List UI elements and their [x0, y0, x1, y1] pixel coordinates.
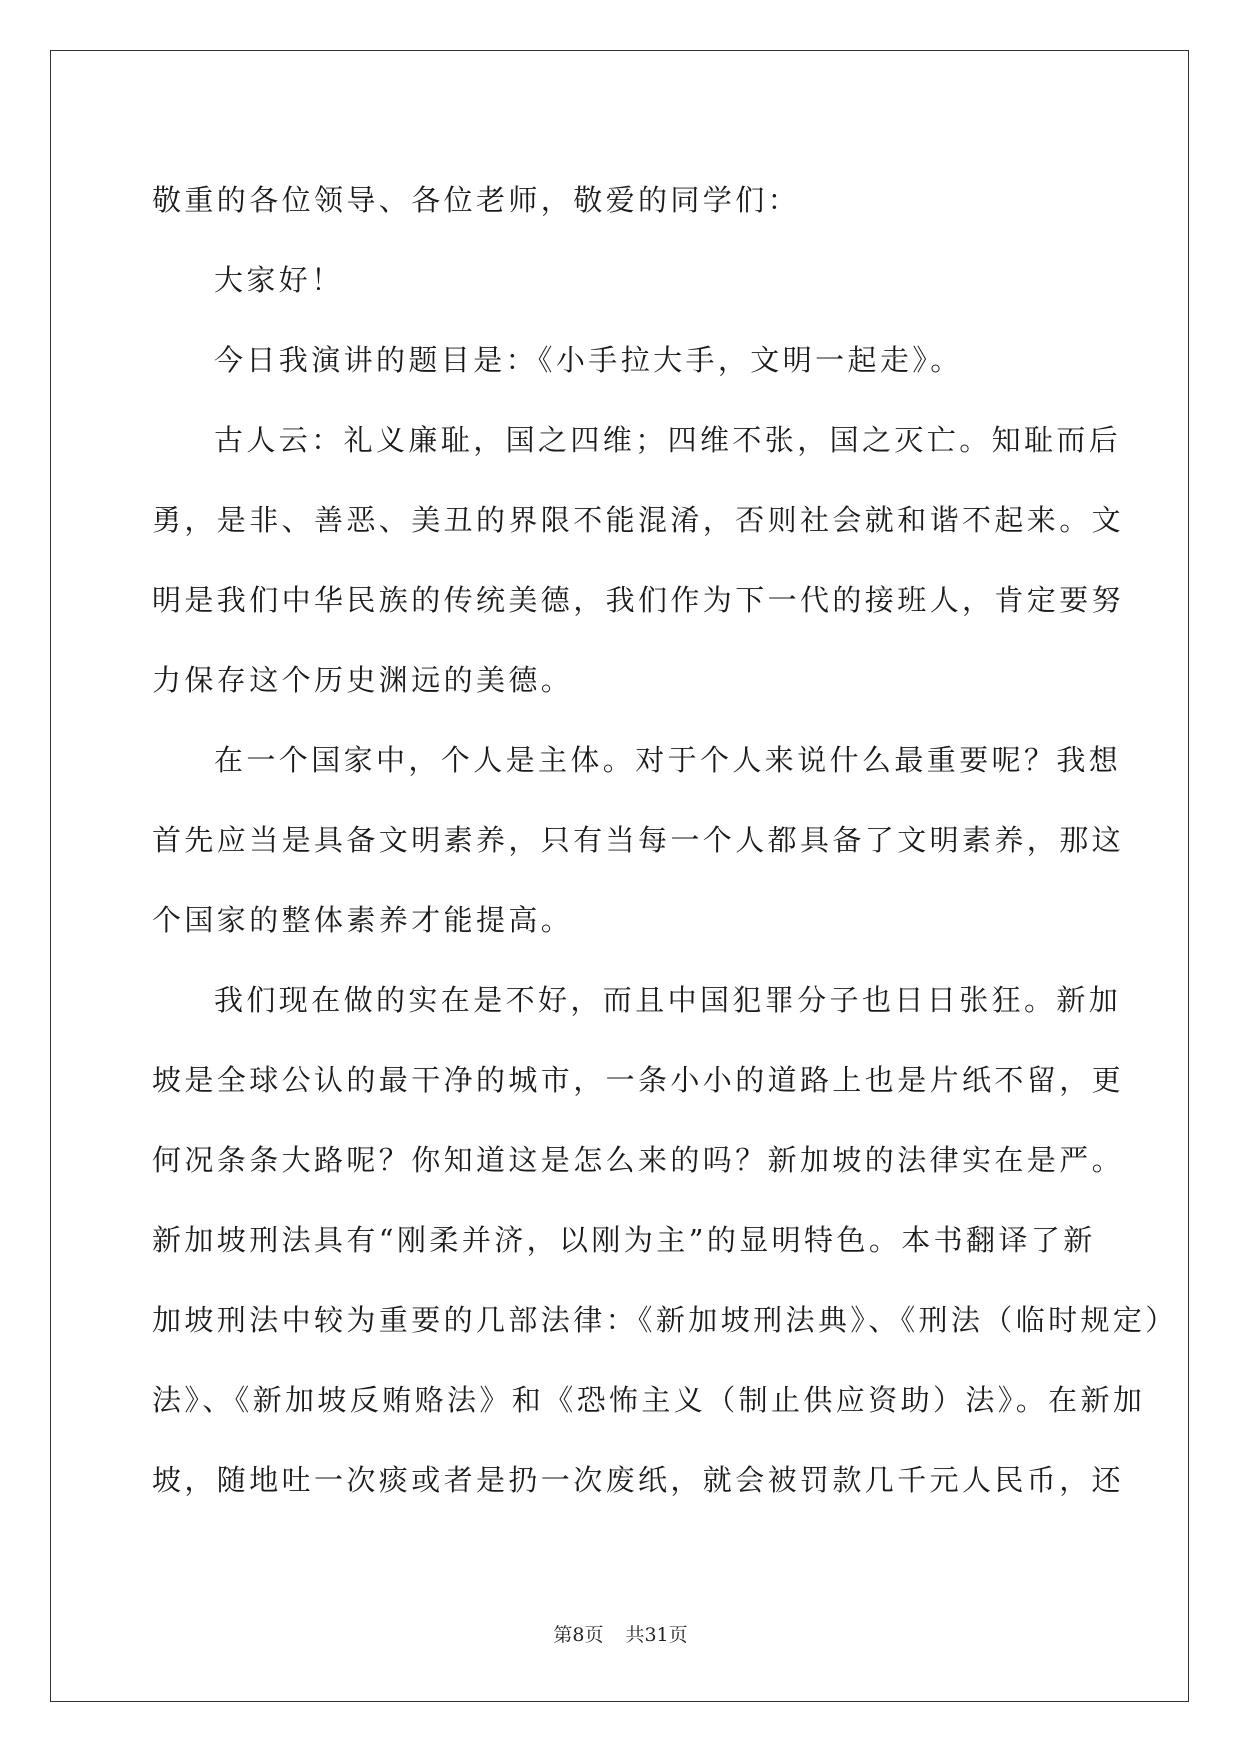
paragraph-3-line-3: 何况条条大路呢？你知道这是怎么来的吗？新加坡的法律实在是严。 — [152, 1143, 1125, 1177]
topic-line: 今日我演讲的题目是：《小手拉大手，文明一起走》。 — [214, 343, 963, 377]
page-total: 共31页 — [625, 1624, 688, 1646]
greeting-line: 大家好！ — [214, 263, 344, 297]
paragraph-1-line-2: 勇，是非、善恶、美丑的界限不能混淆，否则社会就和谐不起来。文 — [152, 503, 1125, 537]
salutation-line: 敬重的各位领导、各位老师，敬爱的同学们： — [152, 183, 801, 217]
paragraph-3-line-4: 新加坡刑法具有“刚柔并济，以刚为主”的显明特色。本书翻译了新 — [152, 1223, 1096, 1257]
document-body — [152, 160, 1178, 1520]
paragraph-1-line-4: 力保存这个历史渊远的美德。 — [152, 663, 574, 697]
page-number: 第8页 — [553, 1624, 604, 1646]
paragraph-1-line-3: 明是我们中华民族的传统美德，我们作为下一代的接班人，肯定要努 — [152, 583, 1125, 617]
paragraph-3-line-1: 我们现在做的实在是不好，而且中国犯罪分子也日日张狂。新加 — [214, 983, 1122, 1017]
page-footer — [0, 1620, 1241, 1647]
paragraph-2-line-2: 首先应当是具备文明素养，只有当每一个人都具备了文明素养，那这 — [152, 823, 1125, 857]
paragraph-2-line-3: 个国家的整体素养才能提高。 — [152, 903, 574, 937]
paragraph-3-line-6: 法》、《新加坡反贿赂法》和《恐怖主义（制止供应资助）法》。在新加 — [152, 1383, 1146, 1417]
paragraph-3-line-5: 加坡刑法中较为重要的几部法律：《新加坡刑法典》、《刑法（临时规定） — [152, 1303, 1178, 1337]
paragraph-3-line-7: 坡，随地吐一次痰或者是扔一次废纸，就会被罚款几千元人民币，还 — [152, 1463, 1125, 1497]
paragraph-3-line-2: 坡是全球公认的最干净的城市，一条小小的道路上也是片纸不留，更 — [152, 1063, 1125, 1097]
paragraph-1-line-1: 古人云：礼义廉耻，国之四维；四维不张，国之灭亡。知耻而后 — [214, 423, 1122, 457]
paragraph-2-line-1: 在一个国家中，个人是主体。对于个人来说什么最重要呢？我想 — [214, 743, 1122, 777]
